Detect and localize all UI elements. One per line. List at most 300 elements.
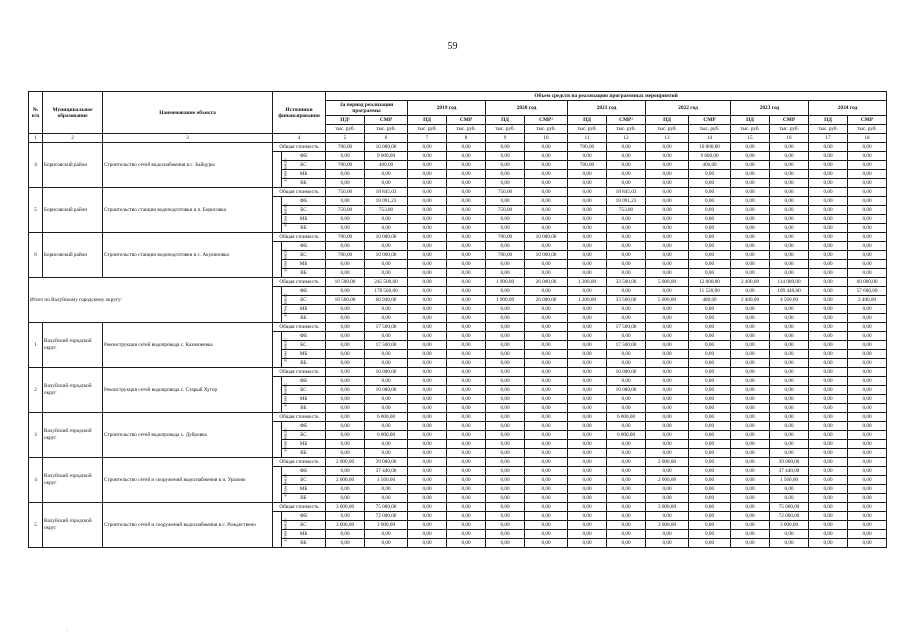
source-label: МБ — [282, 260, 326, 269]
value-cell: 0,00 — [646, 368, 689, 377]
value-cell: 0,00 — [689, 386, 731, 395]
value-cell: 0,00 — [809, 494, 848, 503]
source-label: ВБ — [282, 269, 326, 278]
value-cell: 0,00 — [731, 233, 770, 242]
value-cell: 0,00 — [646, 431, 689, 440]
value-cell: 0,00 — [689, 359, 731, 368]
value-cell: 0,00 — [770, 206, 809, 215]
unit-cell: тыс. руб. — [607, 125, 646, 134]
value-cell: 0,00 — [731, 467, 770, 476]
table-row — [29, 413, 887, 422]
unit-cell: тыс. руб. — [809, 125, 848, 134]
value-cell: 0,00 — [646, 404, 689, 413]
value-cell: 0,00 — [770, 179, 809, 188]
value-cell: 0,00 — [770, 485, 809, 494]
value-cell: 0,00 — [486, 332, 525, 341]
value-cell: 0,00 — [408, 476, 447, 485]
value-cell: 0,00 — [689, 458, 731, 467]
value-cell: 0,00 — [568, 188, 607, 197]
value-cell: 0,00 — [525, 440, 568, 449]
value-cell: 0,00 — [731, 170, 770, 179]
value-cell: 0,00 — [646, 170, 689, 179]
value-cell: 0,00 — [525, 260, 568, 269]
incl-label — [273, 242, 288, 278]
value-cell: 0,00 — [607, 377, 646, 386]
value-cell: 0,00 — [486, 143, 525, 152]
value-cell: 0,00 — [646, 494, 689, 503]
value-cell: 12 000,00 — [689, 278, 731, 287]
value-cell: 0,00 — [848, 152, 887, 161]
value-cell: 2 000,00 — [326, 476, 365, 485]
value-cell: 0,00 — [525, 404, 568, 413]
value-cell: 0,00 — [607, 260, 646, 269]
value-cell: 0,00 — [447, 458, 486, 467]
value-cell: 0,00 — [809, 467, 848, 476]
value-cell: 0,00 — [568, 458, 607, 467]
value-cell: 17 500,00 — [365, 323, 408, 332]
value-cell: 700,00 — [568, 161, 607, 170]
value-cell: 0,00 — [607, 179, 646, 188]
value-cell: 0,00 — [408, 467, 447, 476]
value-cell: 0,00 — [848, 413, 887, 422]
value-cell: 0,00 — [689, 215, 731, 224]
value-cell: 0,00 — [607, 467, 646, 476]
value-cell: 0,00 — [486, 404, 525, 413]
value-cell: 0,00 — [525, 287, 568, 296]
value-cell: 0,00 — [447, 323, 486, 332]
value-cell: 0,00 — [447, 449, 486, 458]
table-row — [29, 503, 887, 512]
value-cell: 0,00 — [408, 233, 447, 242]
table-row — [29, 188, 887, 197]
value-cell: 109 440,00 — [770, 287, 809, 296]
value-cell: 0,00 — [408, 188, 447, 197]
value-cell: 0,00 — [568, 305, 607, 314]
table-header — [29, 92, 887, 143]
municipality: Борисовский район — [43, 233, 103, 278]
value-cell: 0,00 — [525, 377, 568, 386]
value-cell: 10 000,00 — [689, 143, 731, 152]
value-cell: 0,00 — [486, 503, 525, 512]
value-cell: 0,00 — [486, 350, 525, 359]
value-cell: 0,00 — [607, 350, 646, 359]
column-number: 16 — [770, 134, 809, 143]
value-cell: 0,00 — [486, 377, 525, 386]
value-cell: 0,00 — [486, 386, 525, 395]
value-cell: 0,00 — [486, 260, 525, 269]
value-cell: 0,00 — [525, 269, 568, 278]
value-cell: 0,00 — [568, 332, 607, 341]
value-cell: 0,00 — [848, 359, 887, 368]
value-cell: 0,00 — [447, 512, 486, 521]
value-cell: 0,00 — [568, 224, 607, 233]
unit-cell: тыс. руб. — [525, 125, 568, 134]
value-cell: 0,00 — [848, 161, 887, 170]
value-cell: 0,00 — [848, 386, 887, 395]
value-cell: 0,00 — [447, 179, 486, 188]
value-cell: 0,00 — [731, 152, 770, 161]
value-cell: 0,00 — [731, 386, 770, 395]
value-cell: 0,00 — [486, 494, 525, 503]
value-cell: 0,00 — [408, 215, 447, 224]
object-name: Реконструкция сетей водопровода с. Казначеевка — [103, 323, 273, 368]
source-label: МБ — [282, 395, 326, 404]
value-cell: 0,00 — [447, 296, 486, 305]
value-cell: 0,00 — [731, 143, 770, 152]
value-cell: 0,00 — [646, 251, 689, 260]
value-cell: 0,00 — [770, 143, 809, 152]
value-cell: 0,00 — [365, 395, 408, 404]
value-cell: 0,00 — [607, 305, 646, 314]
value-cell: 0,00 — [408, 242, 447, 251]
municipality: Валуйский городской округ — [43, 413, 103, 458]
value-cell: 0,00 — [408, 206, 447, 215]
value-cell: 0,00 — [646, 197, 689, 206]
municipality: Валуйский городской округ — [43, 368, 103, 413]
value-cell: 0,00 — [568, 413, 607, 422]
value-cell: 0,00 — [408, 368, 447, 377]
value-cell: 0,00 — [447, 341, 486, 350]
value-cell: 0,00 — [568, 404, 607, 413]
value-cell: 0,00 — [731, 188, 770, 197]
value-cell: 0,00 — [848, 233, 887, 242]
value-cell: 0,00 — [646, 233, 689, 242]
column-number: 3 — [103, 134, 273, 143]
value-cell: 0,00 — [770, 359, 809, 368]
value-cell: 0,00 — [646, 269, 689, 278]
value-cell: 0,00 — [607, 269, 646, 278]
total-cost-label: Общая стоимость — [273, 233, 326, 242]
value-cell: 10 500,00 — [326, 296, 365, 305]
value-cell: 10 000,00 — [607, 386, 646, 395]
value-cell: 0,00 — [365, 269, 408, 278]
value-cell: 0,00 — [447, 530, 486, 539]
object-name: Строительство сетей водоснабжения в с. Байцуры — [103, 143, 273, 188]
unit-cell: тыс. руб. — [486, 125, 525, 134]
source-label: БС — [282, 521, 326, 530]
value-cell: 0,00 — [568, 377, 607, 386]
value-cell: 0,00 — [447, 503, 486, 512]
column-number: 18 — [848, 134, 887, 143]
source-label: БС — [282, 386, 326, 395]
value-cell: 0,00 — [689, 305, 731, 314]
value-cell: 0,00 — [568, 395, 607, 404]
value-cell: 0,00 — [689, 323, 731, 332]
municipality: Валуйский городской округ — [43, 458, 103, 503]
value-cell: 0,00 — [689, 242, 731, 251]
value-cell: 0,00 — [646, 413, 689, 422]
value-cell: 0,00 — [326, 467, 365, 476]
table-body — [29, 143, 887, 548]
value-cell: 0,00 — [848, 530, 887, 539]
value-cell: 0,00 — [809, 233, 848, 242]
value-cell: 0,00 — [770, 152, 809, 161]
value-cell: 0,00 — [447, 188, 486, 197]
column-number: 6 — [365, 134, 408, 143]
value-cell: 0,00 — [689, 530, 731, 539]
value-cell: 10 000,00 — [365, 251, 408, 260]
header-object: Наименование объекта — [103, 92, 273, 134]
value-cell: 700,00 — [326, 233, 365, 242]
value-cell: 0,00 — [408, 269, 447, 278]
value-cell: 9 600,00 — [365, 152, 408, 161]
total-cost-label: Общая стоимость — [273, 458, 326, 467]
source-label: ФБ — [282, 152, 326, 161]
value-cell: 0,00 — [447, 350, 486, 359]
value-cell: 17 500,00 — [365, 341, 408, 350]
value-cell: 0,00 — [731, 440, 770, 449]
value-cell: 0,00 — [731, 314, 770, 323]
value-cell: 0,00 — [365, 530, 408, 539]
value-cell: 75 000,00 — [770, 503, 809, 512]
value-cell: 0,00 — [568, 521, 607, 530]
value-cell: 0,00 — [689, 233, 731, 242]
value-cell: 0,00 — [365, 494, 408, 503]
source-label: ФБ — [282, 422, 326, 431]
value-cell: 0,00 — [731, 368, 770, 377]
value-cell: 0,00 — [689, 539, 731, 548]
value-cell: 0,00 — [568, 350, 607, 359]
header-smr: СМР — [770, 116, 809, 125]
value-cell: 0,00 — [486, 431, 525, 440]
value-cell: 0,00 — [568, 323, 607, 332]
value-cell: 0,00 — [848, 143, 887, 152]
value-cell: 0,00 — [408, 152, 447, 161]
value-cell: 0,00 — [689, 251, 731, 260]
value-cell: 0,00 — [447, 269, 486, 278]
value-cell: 0,00 — [365, 539, 408, 548]
source-label: МБ — [282, 530, 326, 539]
value-cell: 26 000,00 — [525, 278, 568, 287]
value-cell: 0,00 — [568, 170, 607, 179]
value-cell: 0,00 — [848, 485, 887, 494]
value-cell: 0,00 — [770, 188, 809, 197]
value-cell: 0,00 — [365, 449, 408, 458]
incl-text: в том числе: — [282, 292, 288, 317]
incl-label — [273, 467, 288, 503]
value-cell: 0,00 — [689, 440, 731, 449]
value-cell: 0,00 — [646, 332, 689, 341]
value-cell: 0,00 — [848, 314, 887, 323]
row-number: 4 — [29, 143, 43, 188]
value-cell: 18 091,23 — [365, 197, 408, 206]
value-cell: 0,00 — [731, 485, 770, 494]
value-cell: 0,00 — [731, 323, 770, 332]
source-label: БС — [282, 431, 326, 440]
incl-text: в том числе: — [282, 382, 288, 407]
value-cell: 1 560,00 — [365, 476, 408, 485]
value-cell: 0,00 — [770, 215, 809, 224]
value-cell: 0,00 — [525, 323, 568, 332]
value-cell: 0,00 — [447, 143, 486, 152]
total-cost-label: Общая стоимость — [273, 413, 326, 422]
value-cell: 0,00 — [731, 206, 770, 215]
total-label: Итого по Валуйскому городскому округу: — [29, 278, 273, 323]
header-period-2024: 2024 год — [809, 101, 887, 116]
header-pd: ПД¹ — [326, 116, 365, 125]
value-cell: 6 000,00 — [607, 431, 646, 440]
value-cell: 0,00 — [809, 368, 848, 377]
value-cell: 0,00 — [689, 224, 731, 233]
value-cell: 17 500,00 — [607, 341, 646, 350]
value-cell: 0,00 — [447, 431, 486, 440]
value-cell: 0,00 — [486, 269, 525, 278]
source-label: ВБ — [282, 179, 326, 188]
incl-text: в том числе: — [282, 337, 288, 362]
value-cell: 0,00 — [848, 449, 887, 458]
row-number: 2 — [29, 368, 43, 413]
value-cell: 0,00 — [848, 170, 887, 179]
value-cell: 0,00 — [646, 260, 689, 269]
value-cell: 0,00 — [525, 224, 568, 233]
unit-cell: тыс. руб. — [731, 125, 770, 134]
value-cell: 0,00 — [568, 368, 607, 377]
source-label: БС — [282, 251, 326, 260]
value-cell: 0,00 — [525, 521, 568, 530]
value-cell: 0,00 — [809, 539, 848, 548]
value-cell: 10 000,00 — [365, 386, 408, 395]
value-cell: 0,00 — [326, 377, 365, 386]
object-name: Строительство станции водоподготовки в п. Борисовка — [103, 188, 273, 233]
value-cell: 11 520,00 — [689, 287, 731, 296]
incl-label — [273, 287, 288, 323]
value-cell: 0,00 — [770, 386, 809, 395]
value-cell: 0,00 — [607, 512, 646, 521]
value-cell: 0,00 — [447, 233, 486, 242]
value-cell: 0,00 — [365, 350, 408, 359]
header-pd: ПД — [646, 116, 689, 125]
value-cell: 0,00 — [486, 467, 525, 476]
value-cell: 0,00 — [689, 260, 731, 269]
value-cell: 2 000,00 — [646, 476, 689, 485]
value-cell: 37 440,00 — [770, 467, 809, 476]
value-cell: 0,00 — [525, 530, 568, 539]
value-cell: 0,00 — [770, 449, 809, 458]
source-label: ФБ — [282, 287, 326, 296]
value-cell: 0,00 — [408, 251, 447, 260]
value-cell: 0,00 — [447, 368, 486, 377]
value-cell: 0,00 — [408, 359, 447, 368]
value-cell: 0,00 — [848, 377, 887, 386]
total-cost-label: Общая стоимость — [273, 368, 326, 377]
value-cell: 0,00 — [731, 539, 770, 548]
value-cell: 0,00 — [646, 179, 689, 188]
value-cell: 0,00 — [689, 512, 731, 521]
value-cell: 1 200,00 — [568, 296, 607, 305]
source-label: БС — [282, 161, 326, 170]
value-cell: 0,00 — [770, 314, 809, 323]
source-label: ФБ — [282, 377, 326, 386]
value-cell: 0,00 — [365, 359, 408, 368]
value-cell: 0,00 — [848, 242, 887, 251]
value-cell: 0,00 — [848, 368, 887, 377]
column-number: 14 — [689, 134, 731, 143]
value-cell: 0,00 — [568, 359, 607, 368]
value-cell: 400,00 — [689, 161, 731, 170]
total-cost-label: Общая стоимость — [273, 323, 326, 332]
value-cell: 0,00 — [486, 152, 525, 161]
value-cell: 0,00 — [365, 260, 408, 269]
source-label: МБ — [282, 440, 326, 449]
value-cell: 0,00 — [408, 539, 447, 548]
value-cell: 0,00 — [731, 476, 770, 485]
value-cell: 0,00 — [848, 305, 887, 314]
value-cell: 0,00 — [848, 197, 887, 206]
value-cell: 18 091,23 — [607, 197, 646, 206]
value-cell: 0,00 — [848, 458, 887, 467]
value-cell: 0,00 — [848, 224, 887, 233]
value-cell: 0,00 — [646, 530, 689, 539]
column-number: 9 — [486, 134, 525, 143]
value-cell: 0,00 — [731, 458, 770, 467]
value-cell: 0,00 — [486, 224, 525, 233]
value-cell: 0,00 — [646, 242, 689, 251]
value-cell: 0,00 — [447, 224, 486, 233]
value-cell: 0,00 — [525, 503, 568, 512]
column-number: 2 — [43, 134, 103, 143]
source-label: ФБ — [282, 197, 326, 206]
value-cell: 0,00 — [731, 431, 770, 440]
value-cell: 0,00 — [408, 431, 447, 440]
value-cell: 0,00 — [568, 440, 607, 449]
value-cell: 0,00 — [568, 503, 607, 512]
value-cell: 0,00 — [770, 233, 809, 242]
value-cell: 0,00 — [408, 305, 447, 314]
value-cell: 0,00 — [525, 197, 568, 206]
value-cell: 0,00 — [447, 440, 486, 449]
value-cell: 0,00 — [525, 485, 568, 494]
value-cell: 0,00 — [408, 404, 447, 413]
value-cell: 0,00 — [809, 251, 848, 260]
source-label: ФБ — [282, 512, 326, 521]
value-cell: 0,00 — [447, 395, 486, 404]
value-cell: 0,00 — [607, 359, 646, 368]
value-cell: 0,00 — [848, 395, 887, 404]
value-cell: 0,00 — [408, 449, 447, 458]
value-cell: 0,00 — [770, 341, 809, 350]
value-cell: 0,00 — [607, 521, 646, 530]
value-cell: 0,00 — [486, 161, 525, 170]
total-cost-label: Общая стоимость — [273, 188, 326, 197]
value-cell: 18 845,03 — [365, 188, 408, 197]
value-cell: 9 600,00 — [689, 152, 731, 161]
source-label: МБ — [282, 215, 326, 224]
value-cell: 0,00 — [809, 431, 848, 440]
value-cell: 0,00 — [770, 494, 809, 503]
object-name: Строительство сетей водопровода х. Дубровка — [103, 413, 273, 458]
value-cell: 0,00 — [326, 404, 365, 413]
row-number: 6 — [29, 233, 43, 278]
header-period-0: За период реализации программы — [326, 101, 408, 116]
value-cell: 0,00 — [607, 539, 646, 548]
value-cell: 18 845,03 — [607, 188, 646, 197]
value-cell: 0,00 — [770, 440, 809, 449]
value-cell: 0,00 — [607, 233, 646, 242]
value-cell: 0,00 — [408, 377, 447, 386]
value-cell: 750,00 — [326, 206, 365, 215]
value-cell: 0,00 — [486, 341, 525, 350]
header-period-2021: 2021 год — [568, 101, 646, 116]
value-cell: 0,00 — [809, 314, 848, 323]
value-cell: 0,00 — [809, 287, 848, 296]
value-cell: 0,00 — [809, 323, 848, 332]
value-cell: 0,00 — [809, 512, 848, 521]
value-cell: 3 000,00 — [326, 503, 365, 512]
value-cell: 0,00 — [731, 287, 770, 296]
value-cell: 750,00 — [486, 188, 525, 197]
value-cell: 0,00 — [568, 260, 607, 269]
value-cell: 0,00 — [326, 152, 365, 161]
